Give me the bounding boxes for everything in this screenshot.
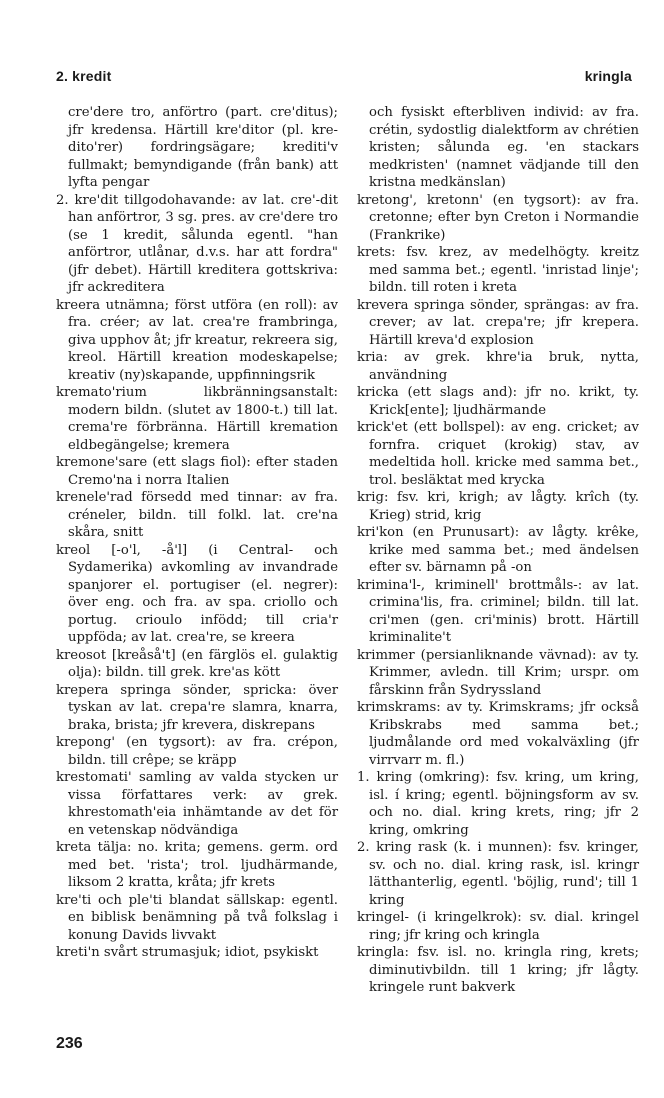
dictionary-entry: kria: av grek. khre'ia bruk, nytta, användning — [357, 350, 639, 383]
right-column — [357, 104, 639, 997]
dictionary-entry: kreti'n svårt strumasjuk; idiot, psykiskt — [56, 945, 319, 960]
dictionary-entry: krestomati' samling av valda stycken ur vissa författares verk: av grek. khrestomath'eia inhämtande av det för en vetenskap nödvändiga — [56, 770, 338, 838]
dictionary-entry: kre'ti och ple'ti blandat sällskap: egentl. en biblisk benämning på två folkslag i konung Davids livvakt — [56, 892, 338, 943]
dictionary-entry: krenele'rad försedd med tinnar: av fra. créneler, bildn. till folkl. lat. cre'na skåra, snitt — [56, 490, 338, 540]
dictionary-entry: kremone'sare (ett slags fiol): efter staden Cremo'na i norra Italien — [56, 455, 338, 488]
dictionary-entry: krepera springa sönder, spricka: över tyskan av lat. crepa're slamra, knarra, braka, brista; jfr krevera, diskrepans — [56, 682, 338, 733]
dictionary-entry: cre'dere tro, anförtro (part. cre'ditus); jfr kredensa. Härtill kre'ditor (pl. kre-dito'rer) fordringsägare; krediti'v fullmakt; bemyndigande (från bank) att lyfta pengar — [68, 105, 338, 190]
dictionary-entry: och fysiskt efterbliven individ: av fra. crétin, sydostlig dialektform av chrétien kristen; sålunda eg. 'en stackars medkristen' (namnet vädjande till den kristna medkänslan) — [369, 105, 639, 190]
dictionary-entry: kreol [-o'l, -å'l] (i Central- och Sydamerika) avkomling av invandrade spanjorer el. portugiser (el. negrer): över eng. och fra. av spa. criollo och portug. crioulo infödd; till cria'r uppföda; av lat. crea're, se kreera — [56, 542, 338, 645]
dictionary-entry: kreera utnämna; först utföra (en roll): av fra. créer; av lat. crea're frambringa, giva upphov åt; jfr kreatur, rekreera sig, kreol. Härtill kreation modeskapelse; kreativ (ny)skapande, uppfinningsrik — [56, 297, 338, 383]
dictionary-entry: kreosot [kreåså't] (en färglös el. gulaktig olja): bildn. till grek. kre'as kött — [56, 647, 338, 680]
dictionary-entry: kretong', kretonn' (en tygsort): av fra. cretonne; efter byn Creton i Normandie (Frankrike) — [357, 192, 639, 243]
dictionary-entry: krevera springa sönder, sprängas: av fra. crever; av lat. crepa're; jfr krepera. Härtill kreva'd explosion — [357, 297, 639, 348]
dictionary-entry: krimmer (persianliknande vävnad): av ty. Krimmer, avledn. till Krim; urspr. om fårskinn från Sydryssland — [357, 647, 639, 698]
dictionary-entry: kremato'rium likbränningsanstalt: modern bildn. (slutet av 1800-t.) till lat. crema're förbränna. Härtill kremation eldbegängelse; kremera — [56, 385, 338, 453]
dictionary-entry: krets: fsv. krez, av medelhögty. kreitz med samma bet.; egentl. 'inristad linje'; bildn. till roten i kreta — [357, 245, 639, 295]
dictionary-entry: krick'et (ett bollspel): av eng. cricket; av fornfra. criquet (krokig) stav, av medeltida holl. kricke med samma bet., trol. besläktat med krycka — [357, 420, 639, 488]
dictionary-entry: krimskrams: av ty. Krimskrams; jfr också Kribskrabs med samma bet.; ljudmålande ord med vokalväxling (jfr virrvarr m. fl.) — [357, 700, 639, 768]
dictionary-entry: 2. kring rask (k. i munnen): fsv. kringer, sv. och no. dial. kring rask, isl. kringr lätthanterlig, egentl. 'böjlig, rund'; till 1 kring — [357, 840, 639, 908]
running-head-right: kringla — [584, 68, 632, 84]
dictionary-entry: 1. kring (omkring): fsv. kring, um kring, isl. í kring; egentl. böjningsform av sv. och no. dial. kring krets, ring; jfr 2 kring, omkring — [357, 770, 639, 838]
dictionary-entry: 2. kre'dit tillgodohavande: av lat. cre'-dit han anförtror, 3 sg. pres. av cre'dere tro (se 1 kredit, sålunda egentl. "han anförtror, utlånar, d.v.s. har att fordra" (jfr debet). Härtill kreditera gottskriva: jfr ackreditera — [56, 192, 338, 295]
dictionary-entry: kringel- (i kringelkrok): sv. dial. kringel ring; jfr kring och kringla — [357, 910, 639, 943]
dictionary-entry: kreta tälja: no. krita; gemens. germ. ord med bet. 'rista'; trol. ljudhärmande, liksom 2 kratta, kråta; jfr krets — [56, 840, 338, 890]
dictionary-entry: kri'kon (en Prunusart): av lågty. krêke, krike med samma bet.; med ändelsen efter sv. bärnamn på -on — [357, 525, 639, 575]
dictionary-entry: kricka (ett slags and): jfr no. krikt, ty. Krick[ente]; ljudhärmande — [357, 385, 639, 418]
dictionary-entry: krig: fsv. kri, krigh; av lågty. krîch (ty. Krieg) strid, krig — [357, 490, 639, 523]
page-number: 236 — [56, 1035, 83, 1052]
dictionary-entry: krimina'l-, kriminell' brottmåls-: av lat. crimina'lis, fra. criminel; bildn. till lat. cri'men (gen. cri'minis) brott. Härtill kriminalite't — [357, 577, 639, 645]
running-head-left: 2. kredit — [56, 68, 112, 84]
left-column — [56, 104, 338, 962]
dictionary-entry: kringla: fsv. isl. no. kringla ring, krets; diminutivbildn. till 1 kring; jfr lågty. kringele runt bakverk — [357, 945, 639, 995]
dictionary-entry: krepong' (en tygsort): av fra. crépon, bildn. till crêpe; se kräpp — [56, 735, 338, 768]
